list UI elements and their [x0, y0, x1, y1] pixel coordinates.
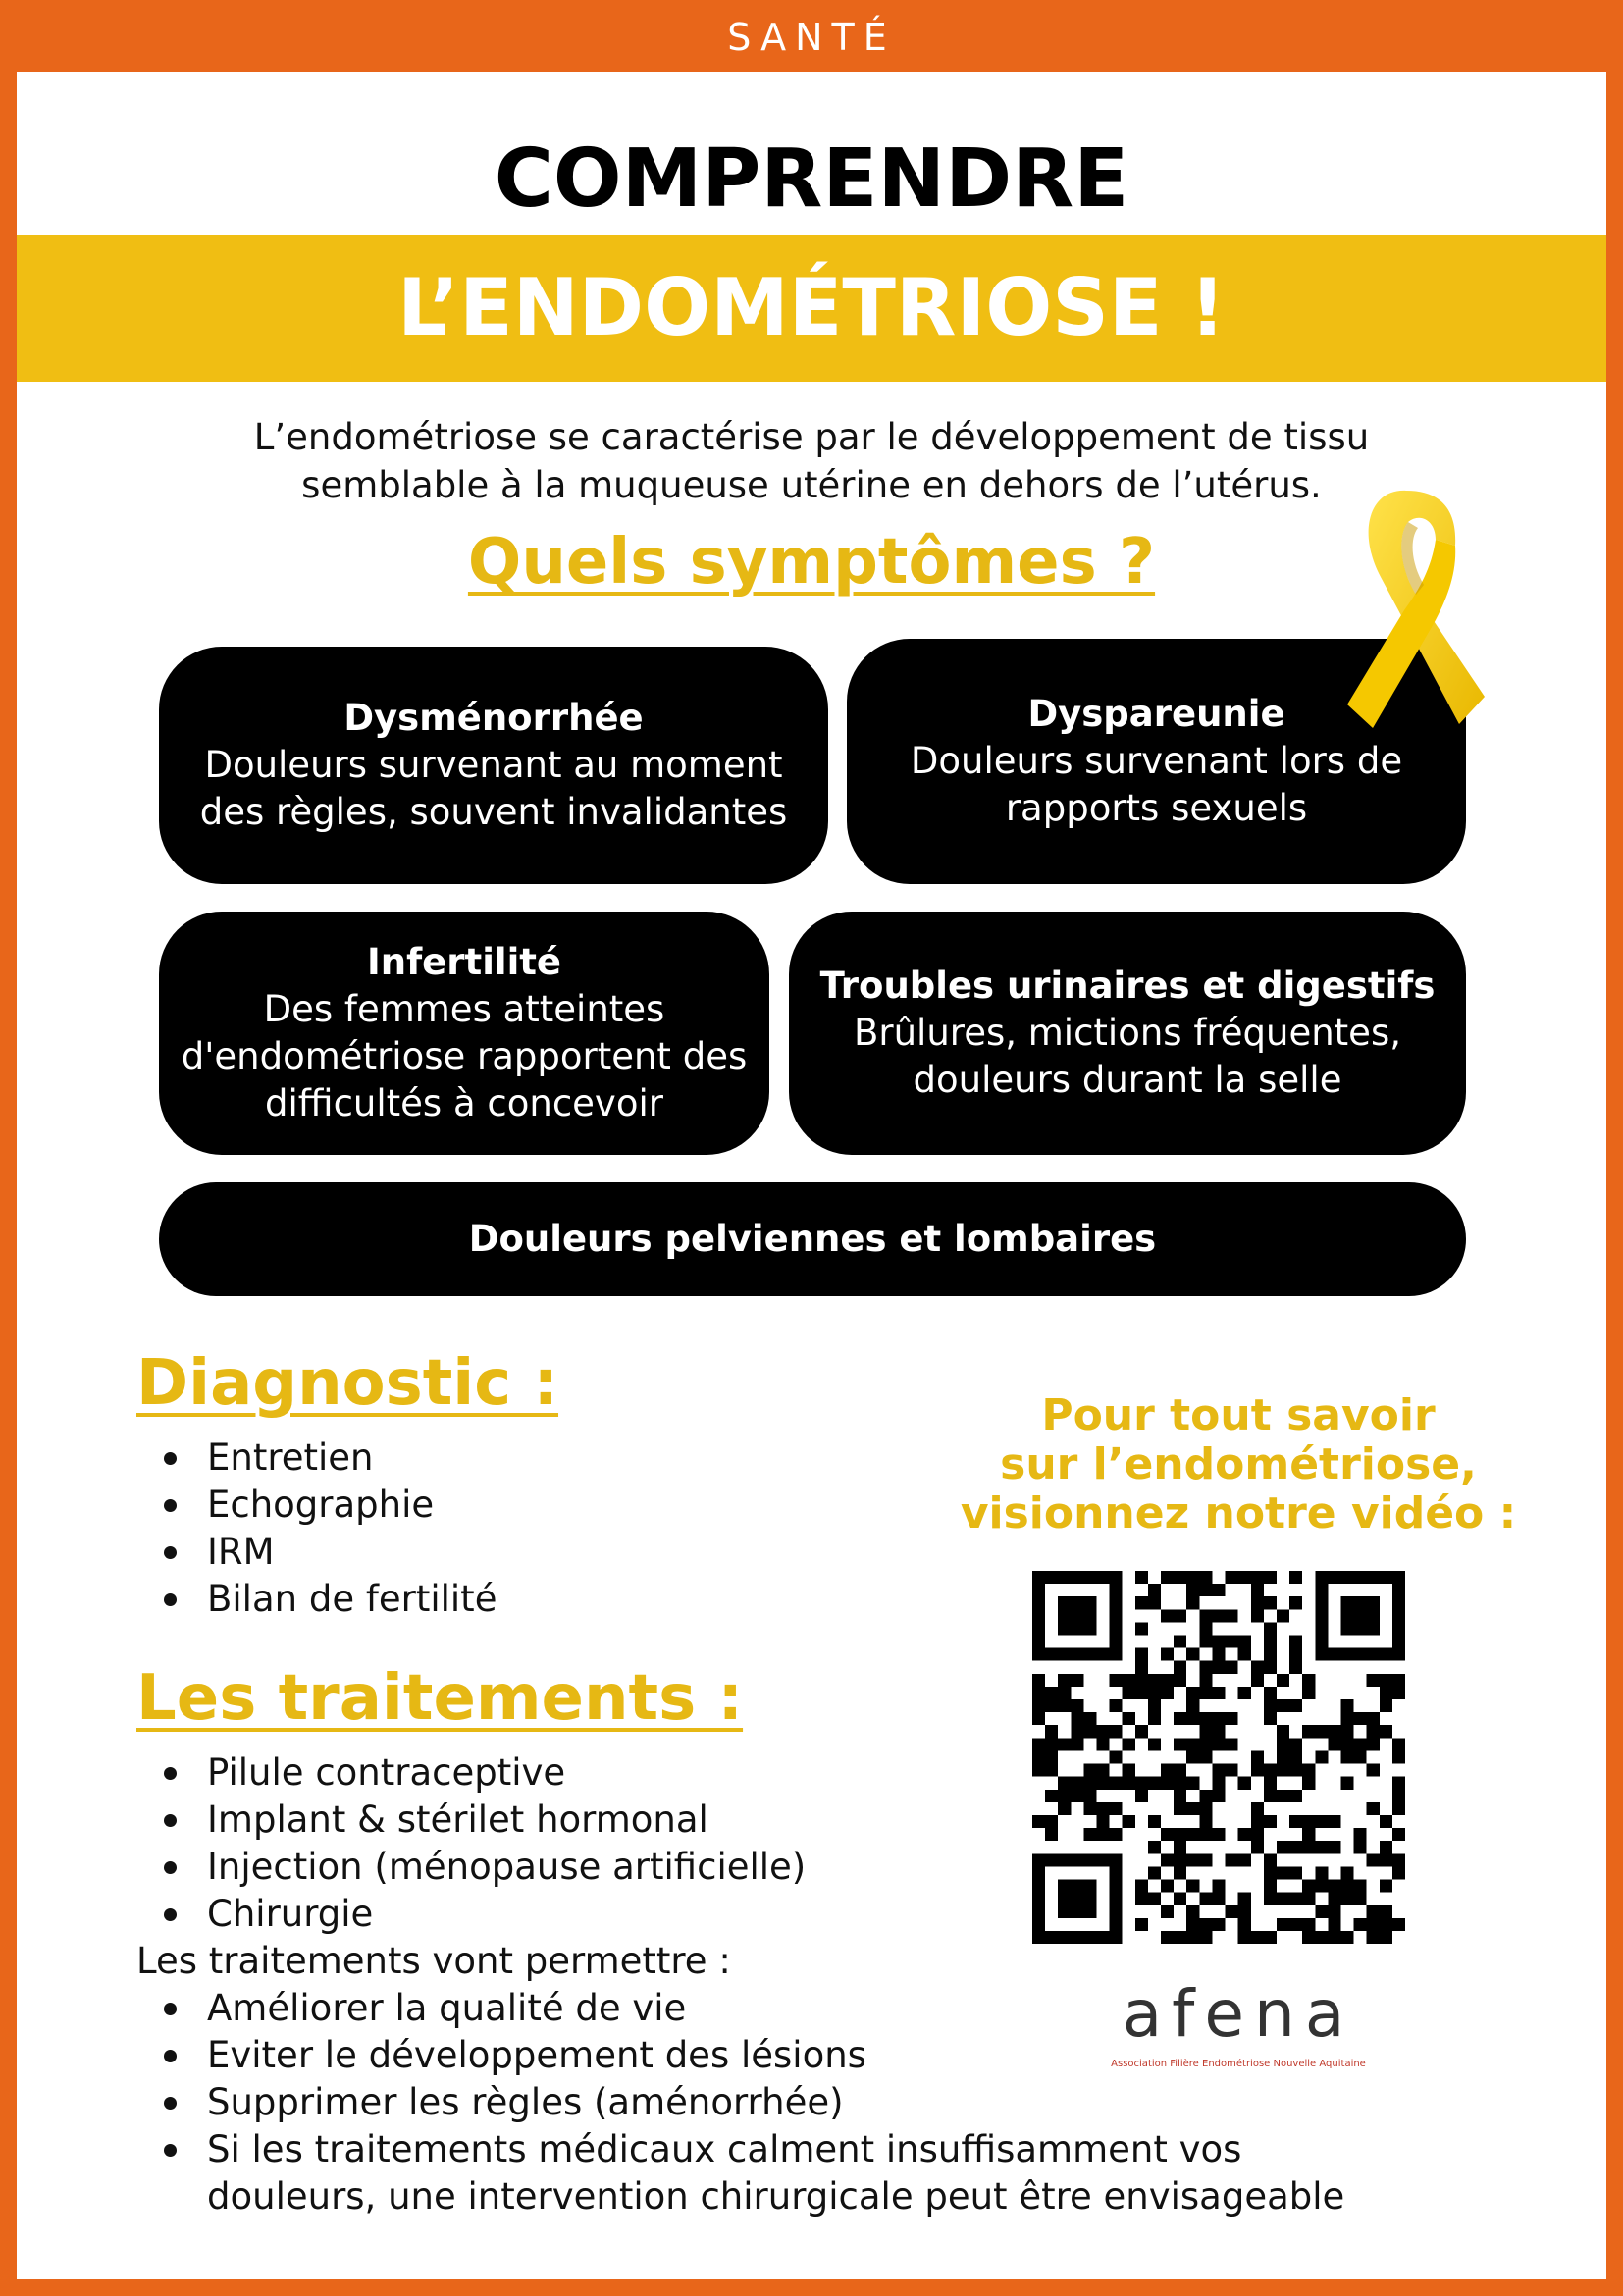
symptom-text: Douleurs survenant lors de: [910, 740, 1403, 782]
list-item: Améliorer la qualité de vie: [136, 1985, 1412, 2032]
symptom-text: Douleurs survenant au moment: [204, 744, 783, 786]
list-item: Implant & stérilet hormonal: [136, 1797, 1118, 1844]
treatments-note: Les traitements vont permettre :: [136, 1940, 731, 1982]
symptom-text: Des femmes atteintes: [263, 988, 665, 1030]
list-item: IRM: [136, 1529, 823, 1576]
list-item: Injection (ménopause artificielle): [136, 1844, 1118, 1891]
symptom-text: difficultés à concevoir: [265, 1082, 663, 1124]
logo-letters: afena: [1122, 1976, 1355, 2052]
symptom-text: Brûlures, mictions fréquentes,: [854, 1012, 1401, 1054]
list-item: Echographie: [136, 1482, 823, 1529]
yellow-awareness-ribbon-icon: [1330, 479, 1487, 736]
list-item: Supprimer les règles (aménorrhée): [136, 2079, 1412, 2126]
symptom-box-dysmenorrhee: [159, 647, 828, 884]
section-label: SANTÉ: [727, 16, 896, 59]
title-line-2: L’ENDOMÉTRIOSE !: [397, 262, 1226, 353]
list-item: Bilan de fertilité: [136, 1576, 823, 1623]
symptom-title: Troubles urinaires et digestifs: [819, 965, 1436, 1007]
qr-code-icon[interactable]: [1032, 1571, 1405, 1944]
intro-text: [164, 413, 1459, 509]
symptom-title: Douleurs pelviennes et lombaires: [468, 1218, 1157, 1260]
video-cta-line: visionnez notre vidéo :: [960, 1488, 1517, 1539]
symptom-box-infertilite: [159, 912, 769, 1155]
symptom-text: d'endométriose rapportent des: [181, 1035, 748, 1077]
symptom-title: Dyspareunie: [1027, 693, 1285, 735]
diagnostic-heading: Diagnostic :: [136, 1347, 559, 1420]
list-item: Pilule contraceptive: [136, 1749, 1118, 1797]
symptom-box-troubles: [789, 912, 1466, 1155]
intro-line-1: L’endométriose se caractérise par le développement de tissu: [253, 416, 1370, 458]
logo-subtitle: Association Filière Endométriose Nouvelle Aquitaine: [1111, 2059, 1366, 2069]
list-item: Si les traitements médicaux calment insuffisamment vos: [136, 2126, 1412, 2173]
list-item: Entretien: [136, 1435, 823, 1482]
symptom-title: Infertilité: [366, 941, 562, 983]
list-item: Chirurgie: [136, 1891, 1118, 1938]
afena-logo: [1096, 1975, 1381, 2083]
symptom-text: rapports sexuels: [1005, 787, 1308, 829]
symptom-text: des règles, souvent invalidantes: [199, 791, 788, 833]
treatments-heading: Les traitements :: [136, 1662, 744, 1735]
symptoms-heading: Quels symptômes ?: [467, 526, 1156, 599]
treatments-list: [136, 1749, 1118, 1938]
symptom-box-douleurs-pelviennes: [159, 1182, 1466, 1296]
list-item-continuation: douleurs, une intervention chirurgicale peut être envisageable: [207, 2175, 1345, 2218]
video-cta: [934, 1391, 1543, 1539]
intro-line-2: semblable à la muqueuse utérine en dehors de l’utérus.: [301, 464, 1322, 506]
diagnostic-list: [136, 1435, 823, 1623]
video-cta-line: Pour tout savoir: [1041, 1390, 1436, 1440]
poster-page: [17, 72, 1606, 2279]
symptom-text: douleurs durant la selle: [913, 1059, 1342, 1101]
title-line-1: COMPRENDRE: [494, 132, 1129, 226]
video-cta-line: sur l’endométriose,: [1000, 1439, 1477, 1489]
list-item: Eviter le développement des lésions: [136, 2032, 1412, 2079]
symptom-title: Dysménorrhée: [343, 697, 644, 739]
